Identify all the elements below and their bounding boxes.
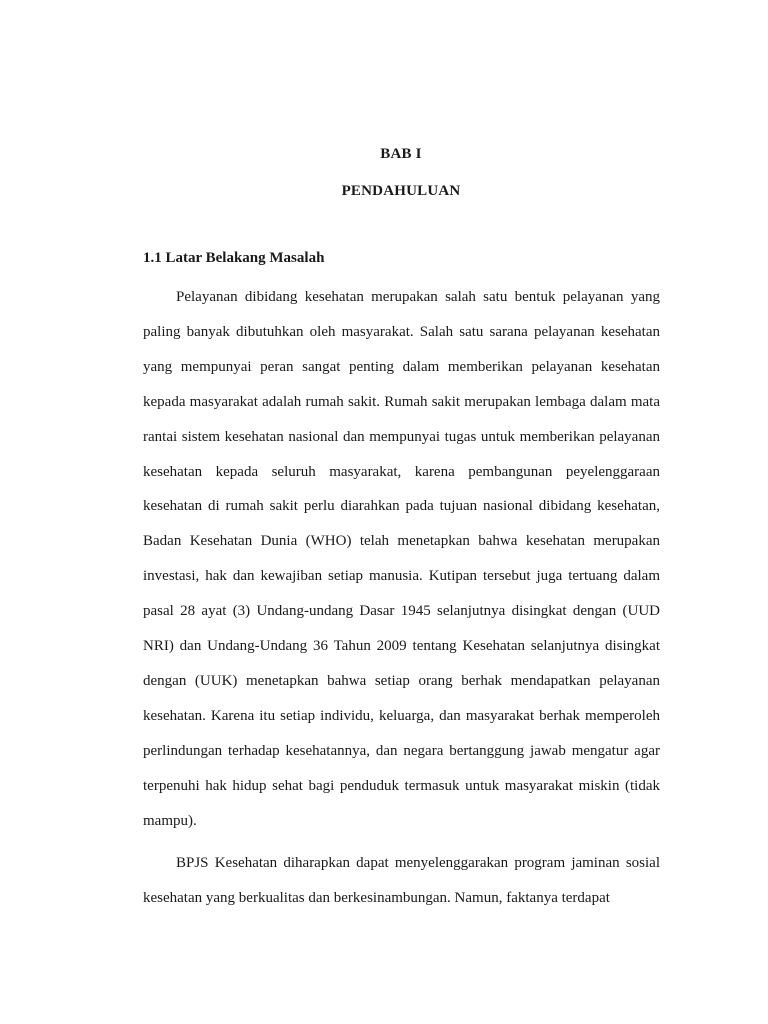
paragraph-2: BPJS Kesehatan diharapkan dapat menyelenggarakan program jaminan sosial kesehatan yang berkualitas dan berkesinambungan. Namun, faktanya terdapat [143, 855, 660, 906]
chapter-title: PENDAHULUAN [341, 183, 461, 199]
section-heading: 1.1 Latar Belakang Masalah [143, 250, 325, 266]
chapter-number: BAB I [380, 146, 422, 162]
paragraph-1: Pelayanan dibidang kesehatan merupakan salah satu bentuk pelayanan yang paling banyak dibutuhkan oleh masyarakat. Salah satu sarana pelayanan kesehatan yang mempunyai peran sangat penting dalam memberikan pelayanan kesehatan kepada masyarakat adalah rumah sakit. Rumah sakit merupakan lembaga dalam mata rantai sistem kesehatan nasional dan mempunyai tugas untuk memberikan pelayanan kesehatan kepada seluruh masyarakat, karena pembangunan peyelenggaraan kesehatan di rumah sakit perlu diarahkan pada tujuan nasional dibidang kesehatan, Badan Kesehatan Dunia (WHO) telah menetapkan bahwa kesehatan merupakan investasi, hak dan kewajiban setiap manusia. Kutipan tersebut juga tertuang dalam pasal 28 ayat (3) Undang-undang Dasar 1945 selanjutnya disingkat dengan (UUD NRI) dan Undang-Undang 36 Tahun 2009 tentang Kesehatan selanjutnya disingkat dengan (UUK) menetapkan bahwa setiap orang berhak mendapatkan pelayanan kesehatan. Karena itu setiap individu, keluarga, dan masyarakat berhak memperoleh perlindungan terhadap kesehatannya, dan negara bertanggung jawab mengatur agar terpenuhi hak hidup sehat bagi penduduk termasuk untuk masyarakat miskin (tidak mampu). [143, 289, 660, 829]
